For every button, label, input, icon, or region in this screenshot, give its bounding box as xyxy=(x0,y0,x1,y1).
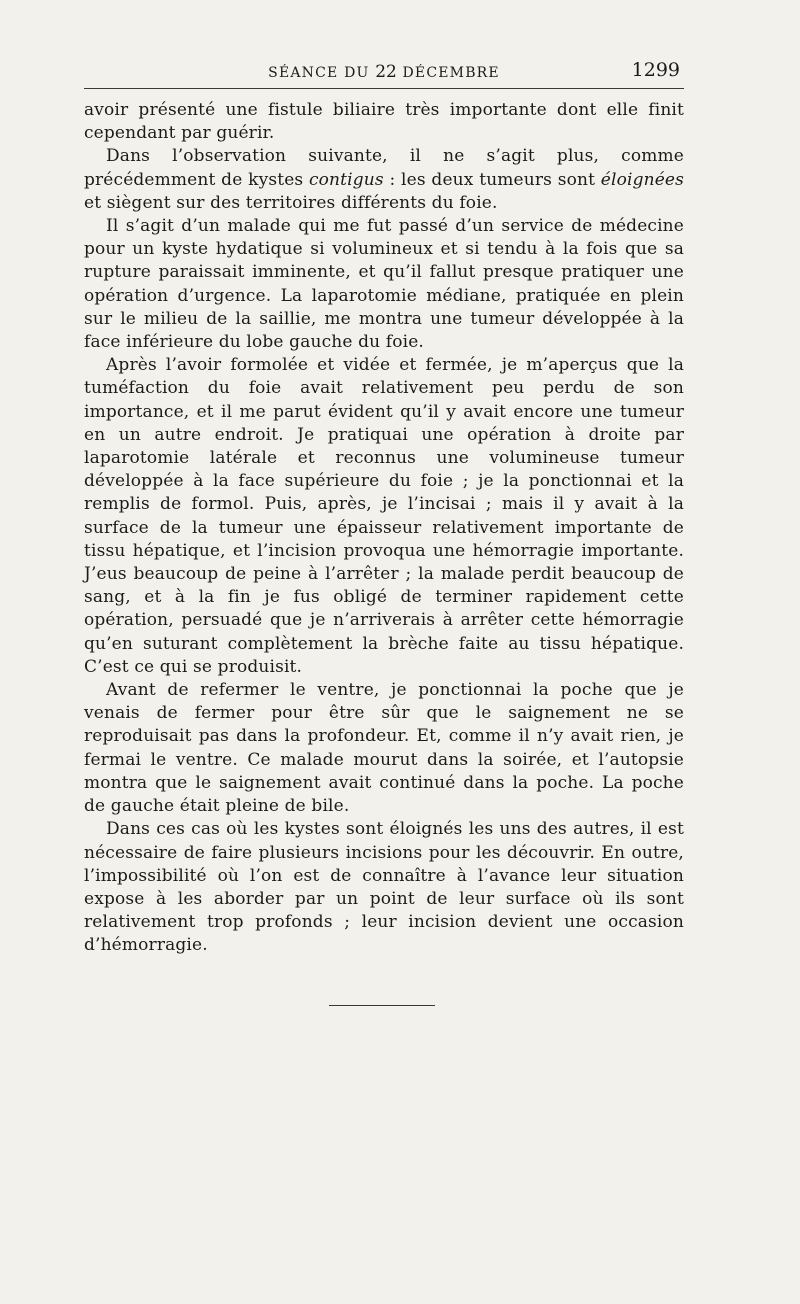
page xyxy=(84,58,684,1006)
paragraph-2-text-c: et siègent sur des territoires différents du foie. xyxy=(84,192,498,213)
paragraph-1: avoir présenté une fistule biliaire très importante dont elle finit cependant par guérir. xyxy=(84,100,684,144)
running-title xyxy=(84,62,684,82)
paragraph-2 xyxy=(84,145,684,215)
paragraph-2-text-a: Dans l’observation suivante, il ne s’agit plus, comme précédemment de kystes xyxy=(84,146,684,190)
body-text xyxy=(84,99,684,958)
running-title-day: 22 xyxy=(375,62,397,82)
paragraph-4: Après l’avoir formolée et vidée et fermée, je m’aperçus que la tuméfaction du foie avait relativement peu perdu de son importance, et il me parut évident qu’il y avait encore une tumeur en un autre endroit. Je pratiquai une opération à droite par laparotomie latérale et reconnus une volumineuse tumeur développée à la face supérieure du foie ; je la ponctionnai et la remplis de formol. Puis, après, je l’incisai ; mais il y avait à la surface de la tumeur une épaisseur relativement importante de tissu hépatique, et l’incision provoqua une hémorragie importante. J’eus beaucoup de peine à l’arrêter ; la malade perdit beaucoup de sang, et à la fin je fus obligé de terminer rapidement cette opération, persuadé que je n’arriverais à arrêter cette hémorragie qu’en suturant complètement la brèche faite au tissu hépatique. C’est ce qui se produisit. xyxy=(84,355,684,677)
running-title-suffix: DÉCEMBRE xyxy=(396,65,500,81)
section-end-rule xyxy=(329,1005,435,1006)
paragraph-3: Il s’agit d’un malade qui me fut passé d’un service de médecine pour un kyste hydatique si volumineux et si tendu à la fois que sa rupture paraissait imminente, et qu’il fallut presque pratiquer une opération d’urgence. La laparotomie médiane, pratiquée en plein sur le milieu de la saillie, me montra une tumeur développée à la face inférieure du lobe gauche du foie. xyxy=(84,216,684,353)
running-title-prefix: SÉANCE DU xyxy=(268,65,376,81)
page-number: 1299 xyxy=(631,59,680,81)
paragraph-6: Dans ces cas où les kystes sont éloignés les uns des autres, il est nécessaire de faire plusieurs incisions pour les découvrir. En outre, l’impossibilité où l’on est de connaître à l’avance leur situation expose à les aborder par un point de leur surface où ils sont relativement trop profonds ; leur incision devient une occasion d’hémorragie. xyxy=(84,819,684,956)
emphasis-eloignees: éloignées xyxy=(600,169,684,190)
paragraph-5: Avant de refermer le ventre, je ponctionnai la poche que je venais de fermer pour être sûr que le saignement ne se reproduisait pas dans la profondeur. Et, comme il n’y avait rien, je fermai le ventre. Ce malade mourut dans la soirée, et l’autopsie montra que le saignement avait continué dans la poche. La poche de gauche était pleine de bile. xyxy=(84,680,684,817)
emphasis-contigus: contigus xyxy=(309,169,384,190)
page-header xyxy=(84,58,684,89)
paragraph-2-text-b: : les deux tumeurs sont xyxy=(383,169,601,190)
